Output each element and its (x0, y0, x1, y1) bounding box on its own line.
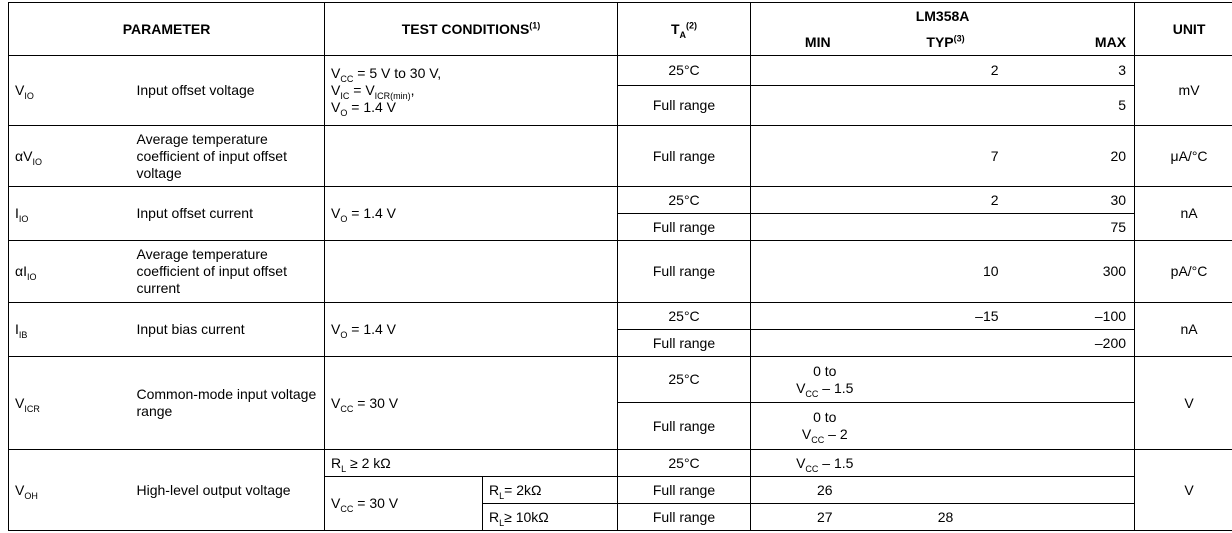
param-vicr: Common-mode input voltage range (131, 357, 325, 450)
max-iib-full: –200 (1007, 330, 1135, 357)
typ-voh-25c (885, 450, 1007, 477)
min-vio-full (751, 86, 885, 126)
table-row (9, 357, 1232, 403)
min-avio (751, 126, 885, 187)
max-voh-full-2k (1007, 477, 1135, 504)
max-vio-full: 5 (1007, 86, 1135, 126)
min-iib-25c (751, 303, 885, 330)
cond-vicr: $V_{CC} = 30$ V (325, 357, 618, 450)
min-vicr-25c: 0 to $V_{CC} - 1.5$ (751, 357, 885, 403)
table-row (9, 56, 1232, 86)
ta-voh-full-2k: Full range (618, 477, 751, 504)
table-row (9, 241, 1232, 303)
header-min: MIN (751, 30, 885, 56)
cond-voh-vcc30: $V_{CC} = 30$ V (325, 477, 483, 531)
cond-aiio (325, 241, 618, 303)
unit-aiio: pA/°C (1135, 241, 1232, 303)
unit-avio: μA/°C (1135, 126, 1232, 187)
min-iio-full (751, 214, 885, 241)
electrical-characteristics-table (8, 2, 1232, 531)
cond-iib: $V_O = 1.4$ V (325, 303, 618, 357)
cond-vio: $V_{CC} = 5$ V to 30 V, $V_{IC} = V_{ICR(min)}$, $V_O = 1.4$ V (325, 56, 618, 126)
ta-vio-25c: 25°C (618, 56, 751, 86)
ta-iib-full: Full range (618, 330, 751, 357)
ta-voh-25c: 25°C (618, 450, 751, 477)
table-row (9, 303, 1232, 330)
param-iio: Input offset current (131, 187, 325, 241)
typ-voh-full-10k: 28 (885, 504, 1007, 531)
ta-avio: Full range (618, 126, 751, 187)
min-voh-full-2k: 26 (751, 477, 885, 504)
param-iib: Input bias current (131, 303, 325, 357)
param-voh: High-level output voltage (131, 450, 325, 531)
ta-iio-25c: 25°C (618, 187, 751, 214)
table-row (9, 126, 1232, 187)
table-row (9, 450, 1232, 477)
unit-vio: mV (1135, 56, 1232, 126)
min-voh-25c: $V_{CC} - 1.5$ (751, 450, 885, 477)
header-parameter: PARAMETER (9, 3, 325, 56)
table-row (9, 187, 1232, 214)
typ-aiio: 10 (885, 241, 1007, 303)
typ-iio-full (885, 214, 1007, 241)
ta-voh-full-10k: Full range (618, 504, 751, 531)
cond-voh-rl10k-sub: $R_L\ge 10k\Omega$ (483, 504, 618, 531)
unit-voh: V (1135, 450, 1232, 531)
typ-voh-full-2k (885, 477, 1007, 504)
max-iio-25c: 30 (1007, 187, 1135, 214)
header-ta: $T_A^{(2)}$ (618, 3, 751, 56)
symbol-iib: $I_{IB}$ (9, 303, 131, 357)
max-voh-full-10k (1007, 504, 1135, 531)
min-iib-full (751, 330, 885, 357)
symbol-vio: $V_{IO}$ (9, 56, 131, 126)
cond-voh-rl2k: $R_L \ge 2$ kΩ (325, 450, 618, 477)
header-typ: TYP$^{(3)}$ (885, 30, 1007, 56)
typ-vicr-25c (885, 357, 1007, 403)
ta-vio-full: Full range (618, 86, 751, 126)
param-vio: Input offset voltage (131, 56, 325, 126)
ta-iib-25c: 25°C (618, 303, 751, 330)
typ-vicr-full (885, 403, 1007, 450)
max-voh-25c (1007, 450, 1135, 477)
symbol-iio: $I_{IO}$ (9, 187, 131, 241)
max-aiio: 300 (1007, 241, 1135, 303)
max-avio: 20 (1007, 126, 1135, 187)
header-unit: UNIT (1135, 3, 1232, 56)
header-max: MAX (1007, 30, 1135, 56)
cond-voh-rl2k-sub: $R_L= 2k\Omega$ (483, 477, 618, 504)
min-voh-full-10k: 27 (751, 504, 885, 531)
param-avio: Average temperature coefficient of input offset voltage (131, 126, 325, 187)
typ-iib-full (885, 330, 1007, 357)
typ-vio-25c: 2 (885, 56, 1007, 86)
cond-iio: $V_O = 1.4$ V (325, 187, 618, 241)
max-iio-full: 75 (1007, 214, 1135, 241)
symbol-avio: $\alpha V_{IO}$ (9, 126, 131, 187)
min-vicr-full: 0 to $V_{CC} - 2$ (751, 403, 885, 450)
max-vicr-full (1007, 403, 1135, 450)
symbol-aiio: $\alpha I_{IO}$ (9, 241, 131, 303)
symbol-vicr: $V_{ICR}$ (9, 357, 131, 450)
typ-vio-full (885, 86, 1007, 126)
cond-avio (325, 126, 618, 187)
header-device: LM358A (751, 3, 1135, 30)
typ-iib-25c: –15 (885, 303, 1007, 330)
min-vio-25c (751, 56, 885, 86)
param-aiio: Average temperature coefficient of input offset current (131, 241, 325, 303)
symbol-voh: $V_{OH}$ (9, 450, 131, 531)
max-iib-25c: –100 (1007, 303, 1135, 330)
min-iio-25c (751, 187, 885, 214)
header-test-conditions: TEST CONDITIONS$^{(1)}$ (325, 3, 618, 56)
ta-aiio: Full range (618, 241, 751, 303)
ta-iio-full: Full range (618, 214, 751, 241)
unit-iib: nA (1135, 303, 1232, 357)
typ-avio: 7 (885, 126, 1007, 187)
unit-iio: nA (1135, 187, 1232, 241)
max-vicr-25c (1007, 357, 1135, 403)
ta-vicr-full: Full range (618, 403, 751, 450)
typ-iio-25c: 2 (885, 187, 1007, 214)
ta-vicr-25c: 25°C (618, 357, 751, 403)
min-aiio (751, 241, 885, 303)
max-vio-25c: 3 (1007, 56, 1135, 86)
unit-vicr: V (1135, 357, 1232, 450)
